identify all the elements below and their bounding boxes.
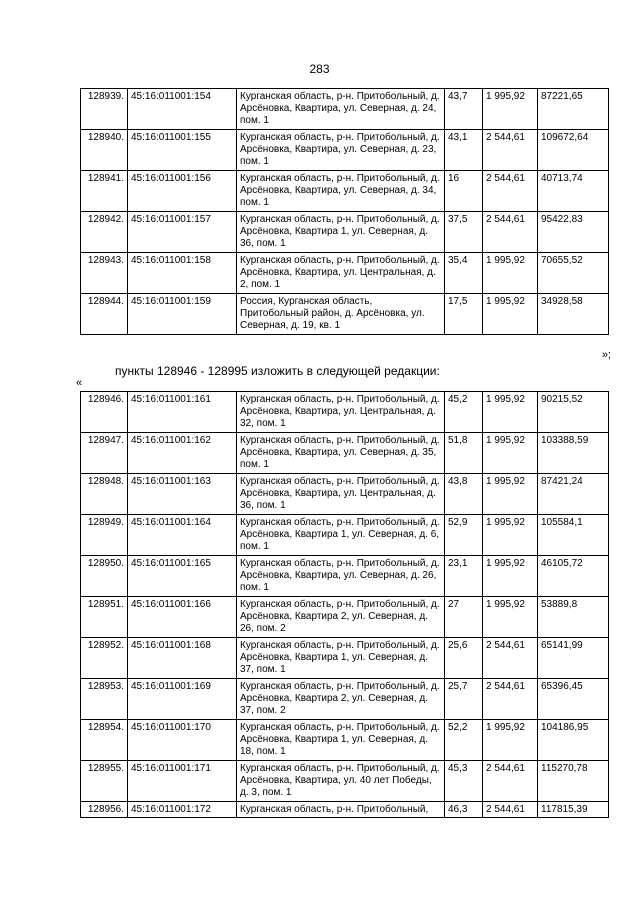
- rate-cell: 1 995,92: [483, 294, 538, 335]
- table-row: [81, 294, 609, 335]
- address-cell: Курганская область, р-н. Притобольный, д. Арсёновка, Квартира 1, ул. Северная, д. 6, пом. 1: [237, 515, 445, 556]
- rate-cell: 2 544,61: [483, 802, 538, 818]
- row-number-cell: 128940.: [81, 130, 128, 171]
- address-cell: Курганская область, р-н. Притобольный, д. Арсёновка, Квартира 2, ул. Северная, д. 26, пом. 2: [237, 597, 445, 638]
- cadastral-value-cell: 95422,83: [538, 212, 609, 253]
- closing-quote-mark: »;: [601, 349, 611, 361]
- table-row: [81, 638, 609, 679]
- cadastral-value-cell: 104186,95: [538, 720, 609, 761]
- cadastral-number-cell: 45:16:011001:169: [128, 679, 237, 720]
- row-number-cell: 128944.: [81, 294, 128, 335]
- area-cell: 16: [445, 171, 483, 212]
- intro-paragraph: пункты 128946 - 128995 изложить в следующей редакции:: [115, 364, 440, 378]
- row-number-cell: 128948.: [81, 474, 128, 515]
- table-row: [81, 515, 609, 556]
- table-row: [81, 597, 609, 638]
- cadastral-number-cell: 45:16:011001:159: [128, 294, 237, 335]
- address-cell: Курганская область, р-н. Притобольный, д. Арсёновка, Квартира, ул. Центральная, д. 36, пом. 1: [237, 474, 445, 515]
- cadastral-value-cell: 46105,72: [538, 556, 609, 597]
- table-row: [81, 761, 609, 802]
- area-cell: 27: [445, 597, 483, 638]
- address-cell: Курганская область, р-н. Притобольный, д. Арсёновка, Квартира 2, ул. Северная, д. 37, пом. 2: [237, 679, 445, 720]
- address-cell: Курганская область, р-н. Притобольный, д. Арсёновка, Квартира 1, ул. Северная, д. 18, пом. 1: [237, 720, 445, 761]
- area-cell: 52,9: [445, 515, 483, 556]
- table-row: [81, 556, 609, 597]
- cadastral-number-cell: 45:16:011001:162: [128, 433, 237, 474]
- rate-cell: 2 544,61: [483, 761, 538, 802]
- cadastral-value-cell: 65141,99: [538, 638, 609, 679]
- cadastral-value-cell: 87221,65: [538, 89, 609, 130]
- area-cell: 43,1: [445, 130, 483, 171]
- rate-cell: 1 995,92: [483, 597, 538, 638]
- row-number-cell: 128953.: [81, 679, 128, 720]
- cadastral-value-cell: 90215,52: [538, 392, 609, 433]
- table-row: [81, 433, 609, 474]
- address-cell: Курганская область, р-н. Притобольный, д. Арсёновка, Квартира, ул. Северная, д. 34, пом. 1: [237, 171, 445, 212]
- row-number-cell: 128943.: [81, 253, 128, 294]
- table-row: [81, 392, 609, 433]
- address-cell: Курганская область, р-н. Притобольный, д. Арсёновка, Квартира, ул. Северная, д. 23, пом. 1: [237, 130, 445, 171]
- address-cell: Курганская область, р-н. Притобольный, д. Арсёновка, Квартира 1, ул. Северная, д. 36, пом. 1: [237, 212, 445, 253]
- table-row: [81, 253, 609, 294]
- cadastral-table-bottom: [80, 391, 609, 818]
- cadastral-number-cell: 45:16:011001:161: [128, 392, 237, 433]
- opening-quote-mark: «: [76, 377, 83, 389]
- cadastral-value-cell: 40713,74: [538, 171, 609, 212]
- cadastral-value-cell: 65396,45: [538, 679, 609, 720]
- cadastral-value-cell: 103388,59: [538, 433, 609, 474]
- cadastral-number-cell: 45:16:011001:166: [128, 597, 237, 638]
- area-cell: 43,8: [445, 474, 483, 515]
- rate-cell: 1 995,92: [483, 392, 538, 433]
- table-row: [81, 89, 609, 130]
- cadastral-number-cell: 45:16:011001:164: [128, 515, 237, 556]
- cadastral-value-cell: 117815,39: [538, 802, 609, 818]
- cadastral-value-cell: 34928,58: [538, 294, 609, 335]
- rate-cell: 2 544,61: [483, 130, 538, 171]
- row-number-cell: 128946.: [81, 392, 128, 433]
- area-cell: 43,7: [445, 89, 483, 130]
- table-row: [81, 720, 609, 761]
- address-cell: Россия, Курганская область, Притобольный район, д. Арсёновка, ул. Северная, д. 19, кв. 1: [237, 294, 445, 335]
- cadastral-number-cell: 45:16:011001:156: [128, 171, 237, 212]
- area-cell: 46,3: [445, 802, 483, 818]
- cadastral-number-cell: 45:16:011001:155: [128, 130, 237, 171]
- address-cell: Курганская область, р-н. Притобольный, д. Арсёновка, Квартира, ул. Центральная, д. 2, пом. 1: [237, 253, 445, 294]
- area-cell: 51,8: [445, 433, 483, 474]
- area-cell: 45,3: [445, 761, 483, 802]
- table-row: [81, 130, 609, 171]
- cadastral-number-cell: 45:16:011001:171: [128, 761, 237, 802]
- area-cell: 25,6: [445, 638, 483, 679]
- row-number-cell: 128950.: [81, 556, 128, 597]
- address-cell: Курганская область, р-н. Притобольный, д. Арсёновка, Квартира, ул. 40 лет Победы, д. 3, пом. 1: [237, 761, 445, 802]
- table-body: [81, 89, 609, 335]
- table-row: [81, 171, 609, 212]
- cadastral-number-cell: 45:16:011001:154: [128, 89, 237, 130]
- area-cell: 45,2: [445, 392, 483, 433]
- rate-cell: 1 995,92: [483, 433, 538, 474]
- cadastral-number-cell: 45:16:011001:172: [128, 802, 237, 818]
- area-cell: 52,2: [445, 720, 483, 761]
- row-number-cell: 128939.: [81, 89, 128, 130]
- row-number-cell: 128941.: [81, 171, 128, 212]
- row-number-cell: 128942.: [81, 212, 128, 253]
- area-cell: 23,1: [445, 556, 483, 597]
- cadastral-table-top: [80, 88, 609, 335]
- row-number-cell: 128952.: [81, 638, 128, 679]
- row-number-cell: 128947.: [81, 433, 128, 474]
- table-body: [81, 392, 609, 818]
- address-cell: Курганская область, р-н. Притобольный, д. Арсёновка, Квартира, ул. Северная, д. 24, пом. 1: [237, 89, 445, 130]
- rate-cell: 1 995,92: [483, 89, 538, 130]
- cadastral-value-cell: 70655,52: [538, 253, 609, 294]
- cadastral-number-cell: 45:16:011001:168: [128, 638, 237, 679]
- rate-cell: 2 544,61: [483, 638, 538, 679]
- rate-cell: 1 995,92: [483, 556, 538, 597]
- row-number-cell: 128955.: [81, 761, 128, 802]
- cadastral-number-cell: 45:16:011001:170: [128, 720, 237, 761]
- rate-cell: 1 995,92: [483, 720, 538, 761]
- area-cell: 25,7: [445, 679, 483, 720]
- area-cell: 17,5: [445, 294, 483, 335]
- cadastral-number-cell: 45:16:011001:165: [128, 556, 237, 597]
- cadastral-number-cell: 45:16:011001:157: [128, 212, 237, 253]
- cadastral-value-cell: 115270,78: [538, 761, 609, 802]
- address-cell: Курганская область, р-н. Притобольный, д. Арсёновка, Квартира 1, ул. Северная, д. 37, пом. 1: [237, 638, 445, 679]
- cadastral-number-cell: 45:16:011001:163: [128, 474, 237, 515]
- page-number: 283: [309, 62, 330, 76]
- cadastral-value-cell: 87421,24: [538, 474, 609, 515]
- cadastral-number-cell: 45:16:011001:158: [128, 253, 237, 294]
- address-cell: Курганская область, р-н. Притобольный,: [237, 802, 445, 818]
- row-number-cell: 128956.: [81, 802, 128, 818]
- address-cell: Курганская область, р-н. Притобольный, д. Арсёновка, Квартира, ул. Центральная, д. 32, пом. 1: [237, 392, 445, 433]
- cadastral-value-cell: 109672,64: [538, 130, 609, 171]
- rate-cell: 1 995,92: [483, 253, 538, 294]
- address-cell: Курганская область, р-н. Притобольный, д. Арсёновка, Квартира, ул. Северная, д. 26, пом. 1: [237, 556, 445, 597]
- table-row: [81, 212, 609, 253]
- address-cell: Курганская область, р-н. Притобольный, д. Арсёновка, Квартира, ул. Северная, д. 35, пом. 1: [237, 433, 445, 474]
- table-row: [81, 474, 609, 515]
- row-number-cell: 128954.: [81, 720, 128, 761]
- cadastral-value-cell: 53889,8: [538, 597, 609, 638]
- area-cell: 37,5: [445, 212, 483, 253]
- row-number-cell: 128951.: [81, 597, 128, 638]
- rate-cell: 2 544,61: [483, 679, 538, 720]
- rate-cell: 1 995,92: [483, 474, 538, 515]
- table-row: [81, 679, 609, 720]
- rate-cell: 2 544,61: [483, 212, 538, 253]
- rate-cell: 1 995,92: [483, 515, 538, 556]
- cadastral-value-cell: 105584,1: [538, 515, 609, 556]
- area-cell: 35,4: [445, 253, 483, 294]
- rate-cell: 2 544,61: [483, 171, 538, 212]
- row-number-cell: 128949.: [81, 515, 128, 556]
- table-row: [81, 802, 609, 818]
